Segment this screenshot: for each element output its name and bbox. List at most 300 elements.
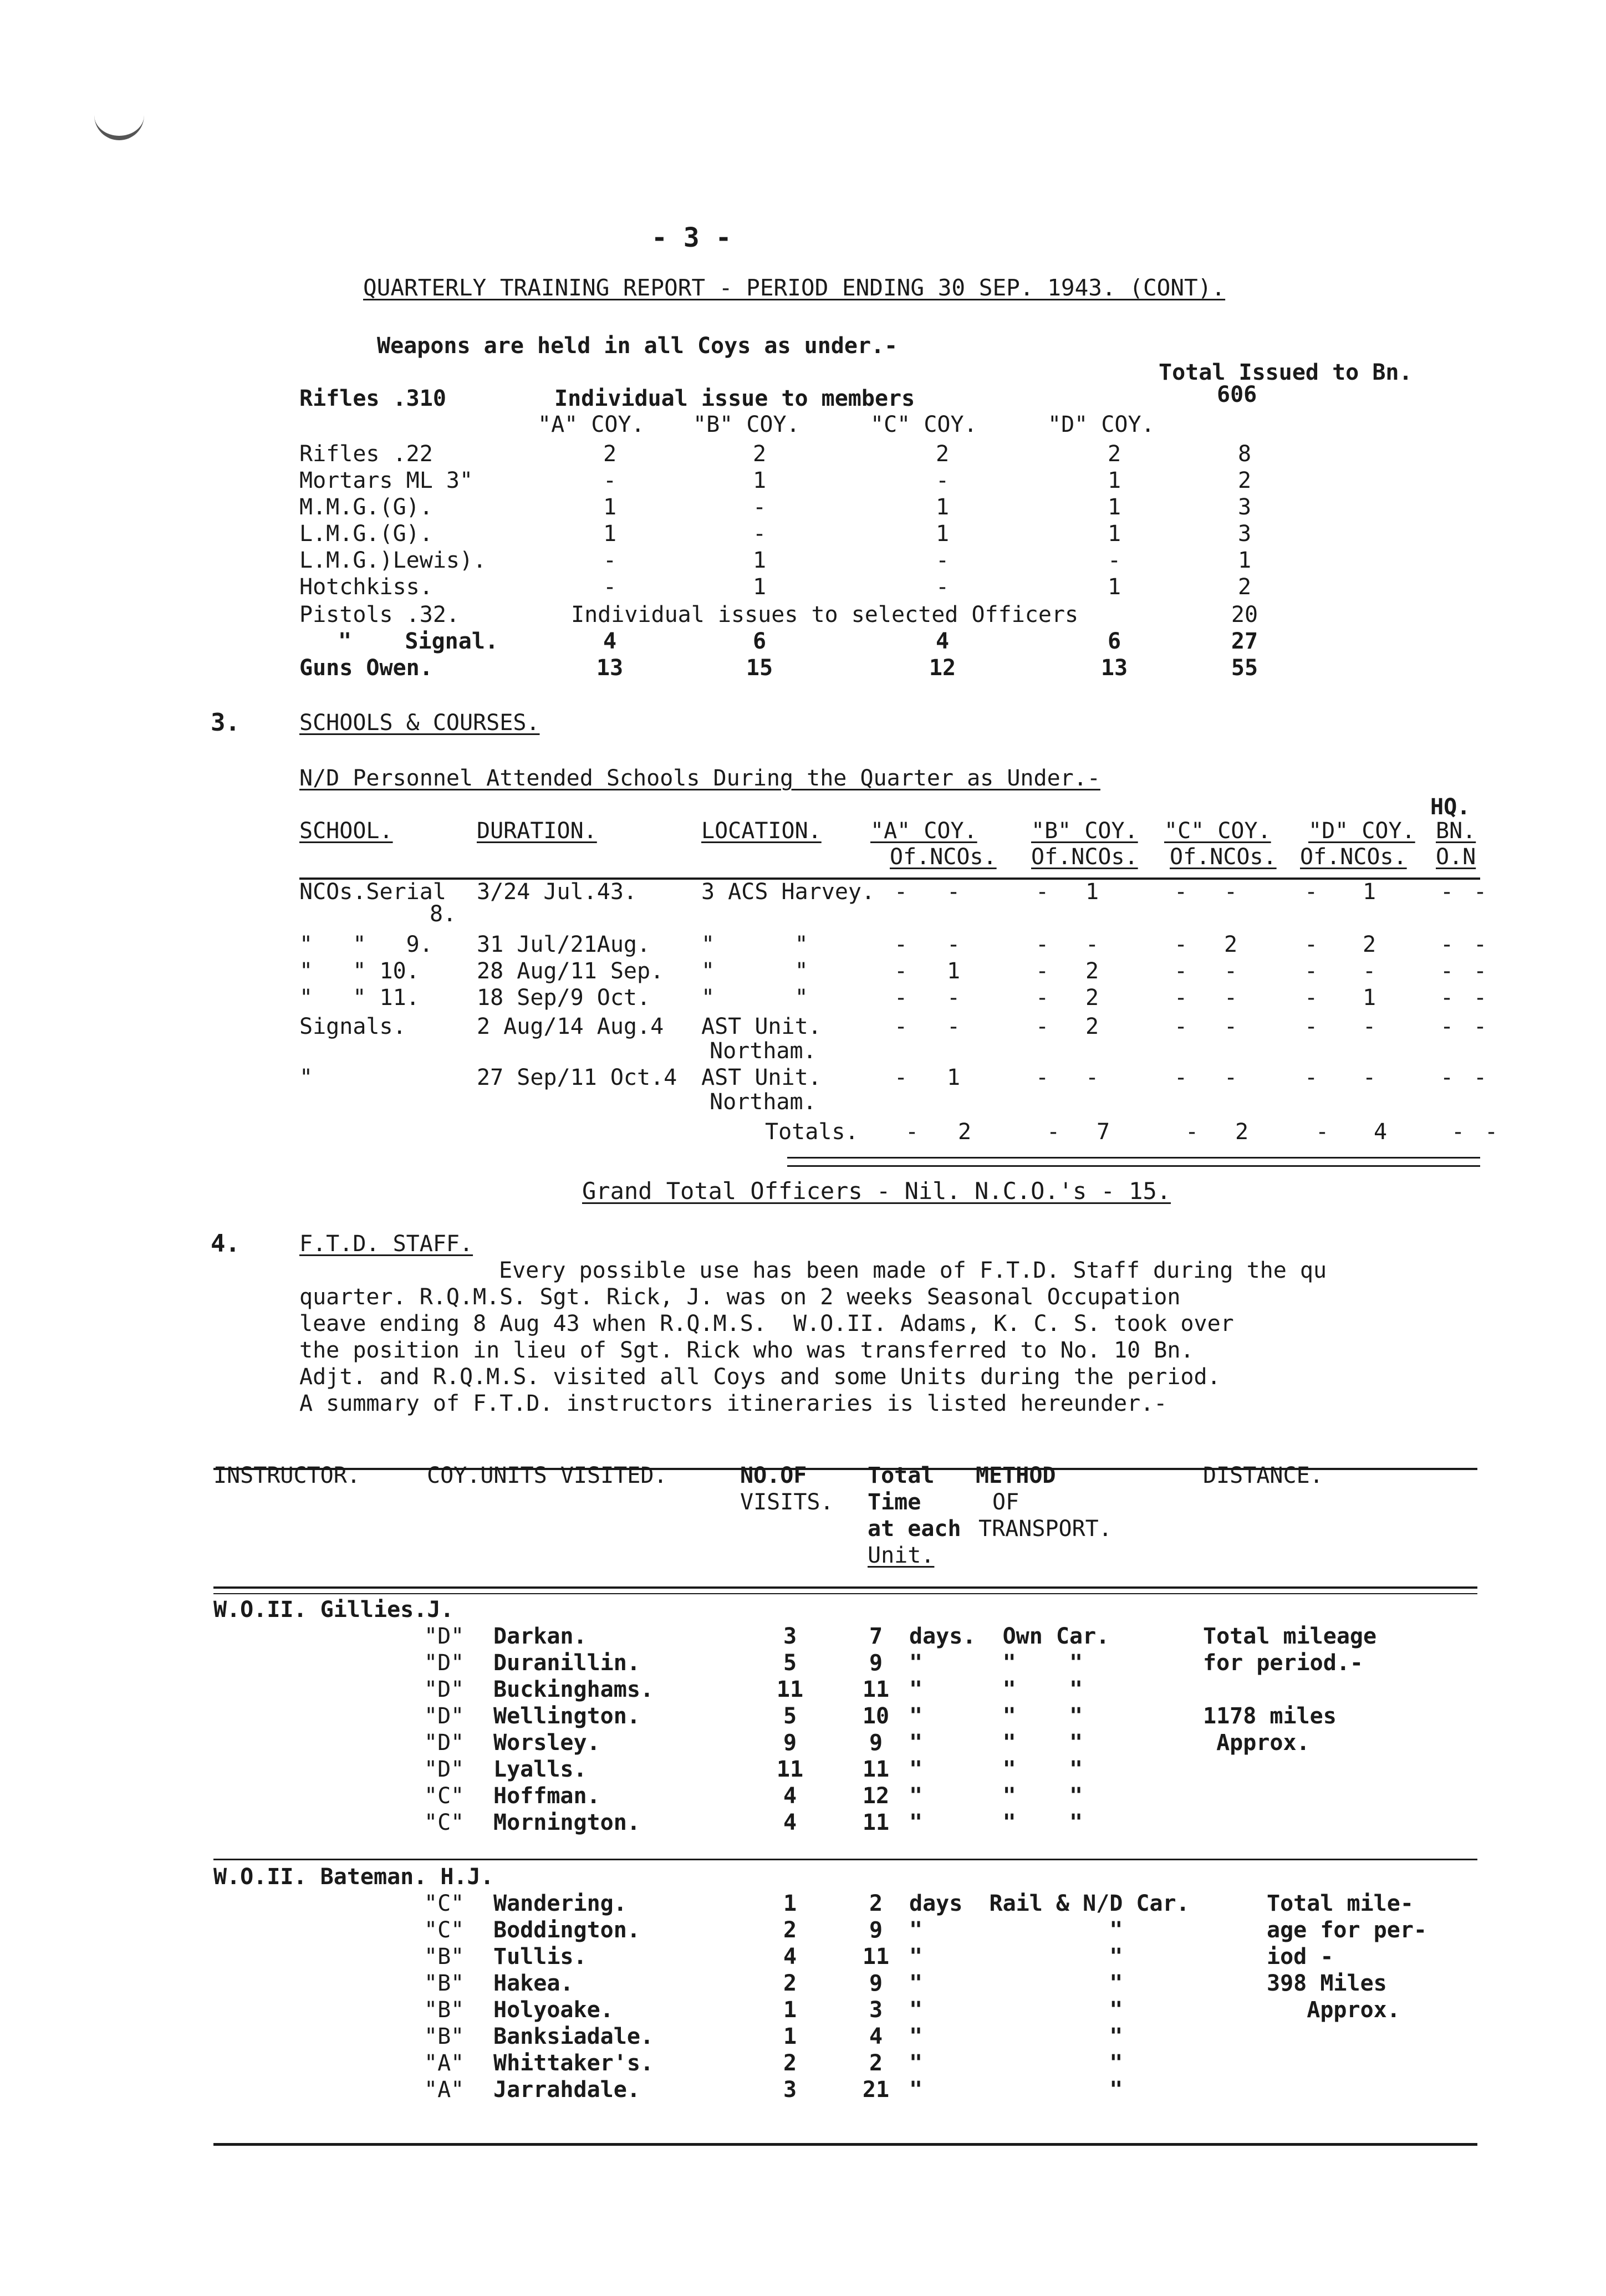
page-title: QUARTERLY TRAINING REPORT - PERIOD ENDING 30 SEP. 1943. (CONT). [363,274,1226,301]
col-b-coy: "B" COY. [1031,818,1138,844]
itinerary-method: " " " [909,1677,1083,1702]
school-cell: - [894,879,908,905]
itinerary-coy: "C" [424,1783,465,1809]
col-visits: NO.OF [740,1463,807,1488]
school-location: AST Unit. [701,1014,822,1039]
total-cell: 2 [957,1119,972,1145]
col-header-b: "B" COY. [693,412,800,437]
distance-line: iod - [1267,1944,1334,1970]
weapon-label: M.M.G.(G). [299,494,433,520]
itinerary-unit: Banksiadale. [493,2024,654,2049]
itinerary-time: 12 [862,1783,890,1809]
itinerary-coy: "A" [424,2077,465,2103]
col-a-coy: "A" COY. [870,818,977,844]
weapon-d: 1 [1107,574,1121,600]
school-cell: - [1440,985,1454,1011]
school-cell: 2 [1362,932,1376,957]
weapon-d: 1 [1107,521,1121,547]
school-location: 3 ACS Harvey. [701,879,875,905]
weapon-row [0,467,1606,494]
itinerary-visits: 2 [783,2050,797,2076]
school-cell: - [1174,879,1188,905]
total-cell: - [1451,1119,1465,1145]
itinerary-method: days Rail & N/D Car. [909,1891,1190,1916]
school-name: " " 11. [299,985,420,1011]
weapon-a: - [603,468,617,493]
itinerary-unit: Hoffman. [493,1783,600,1809]
itinerary-row [0,1650,1606,1676]
school-cell: - [1362,1065,1376,1090]
distance-line: age for per- [1267,1917,1427,1943]
col-c-coy: "C" COY. [1164,818,1271,844]
totals-rule-bottom [787,1165,1480,1167]
total-cell: - [1185,1119,1199,1145]
itinerary-visits: 3 [783,1624,797,1649]
weapon-a: 1 [603,521,617,547]
itinerary-row [0,1943,1606,1970]
weapon-b: - [752,494,767,520]
total-cell: 7 [1096,1119,1110,1145]
weapon-row [0,441,1606,467]
itinerary-visits: 1 [783,1891,797,1916]
schools-subheader-row [0,844,1606,870]
school-cell: - [1440,1065,1454,1090]
weapon-a: 2 [603,441,617,467]
itinerary-time: 7 [869,1624,883,1649]
school-cell: - [1304,1014,1318,1039]
weapon-d: 6 [1107,629,1121,654]
schools-heading: SCHOOLS & COURSES. [299,710,540,736]
itinerary-row [0,2050,1606,2076]
grand-total: Grand Total Officers - Nil. N.C.O.'s - 15. [582,1177,1171,1205]
itinerary-visits: 11 [776,1677,804,1702]
weapon-total: 2 [1237,574,1252,600]
school-cell: 1 [1362,985,1376,1011]
col-location: LOCATION. [701,818,822,844]
ftd-paragraph-line: the position in lieu of Sgt. Rick who was transferred to No. 10 Bn. [299,1338,1194,1363]
itinerary-unit: Lyalls. [493,1757,587,1782]
ftd-paragraph-line: leave ending 8 Aug 43 when R.Q.M.S. W.O.II. Adams, K. C. S. took over [299,1311,1234,1336]
school-cell: - [1362,958,1376,984]
school-cell: - [1440,879,1454,905]
itinerary-method: " " [909,2024,1123,2049]
col-time-3: at each [868,1516,961,1542]
sub-a: Of.NCOs. [890,844,997,870]
school-location: " " [701,958,808,984]
instructor-row [0,1864,1606,1890]
weapon-row [0,628,1606,655]
school-cell: - [1473,958,1487,984]
itinerary-time: 9 [869,1730,883,1756]
schools-header-row [0,818,1606,844]
school-cell: - [1473,932,1487,957]
school-cell: - [1223,958,1238,984]
itinerary-coy: "D" [424,1703,465,1729]
itinerary-header-row-3 [0,1516,1606,1542]
section-3-number: 3. [211,708,240,737]
weapon-c: 4 [935,629,950,654]
itinerary-row [0,1756,1606,1783]
itinerary-time: 9 [869,1917,883,1943]
col-visits-2: VISITS. [740,1489,834,1515]
school-cell: - [1440,932,1454,957]
itinerary-method: " " " [909,1783,1083,1809]
itinerary-coy: "C" [424,1917,465,1943]
weapon-c: 1 [935,494,950,520]
ftd-paragraph-line: quarter. R.Q.M.S. Sgt. Rick, J. was on 2 weeks Seasonal Occupation [299,1284,1181,1310]
school-cell: - [1035,879,1049,905]
distance-line: 1178 miles [1203,1703,1337,1729]
weapon-c: - [935,548,950,573]
school-cell: - [1223,879,1238,905]
col-header-c: "C" COY. [870,412,977,437]
itinerary-coy: "B" [424,1971,465,1996]
school-cell: - [946,985,961,1011]
itinerary-unit: Wellington. [493,1703,640,1729]
school-cell: - [1362,1014,1376,1039]
col-duration: DURATION. [477,818,597,844]
itinerary-row [0,1783,1606,1809]
group-divider [213,1859,1477,1860]
school-name: Signals. [299,1014,406,1039]
school-duration: 18 Sep/9 Oct. [477,985,651,1011]
itinerary-coy: "D" [424,1757,465,1782]
weapons-total-header: Total Issued to Bn. [1159,360,1413,385]
school-cell: - [1174,985,1188,1011]
pistols32-text: Individual issues to selected Officers [571,602,1079,627]
itinerary-coy: "C" [424,1810,465,1835]
school-cell: 2 [1085,1014,1099,1039]
itinerary-visits: 5 [783,1650,797,1676]
pistols32-row [0,601,1606,628]
school-cell: - [894,1014,908,1039]
itinerary-header-row-2 [0,1489,1606,1516]
totals-label: Totals. [765,1119,859,1145]
distance-line: 398 Miles [1267,1971,1387,1996]
weapons-intro: Weapons are held in all Coys as under.- [377,333,898,359]
school-cell: 1 [1362,879,1376,905]
school-cell: - [894,958,908,984]
itinerary-time: 3 [869,1997,883,2023]
school-cell: - [1174,1014,1188,1039]
itinerary-time: 11 [862,1944,890,1970]
itinerary-coy: "B" [424,1997,465,2023]
school-cell: - [1473,879,1487,905]
itinerary-visits: 3 [783,2077,797,2103]
school-cell: - [1035,985,1049,1011]
school-cell: - [1035,1014,1049,1039]
weapon-b: 6 [752,629,767,654]
itinerary-coy: "B" [424,2024,465,2049]
weapon-c: - [935,468,950,493]
itinerary-coy: "D" [424,1650,465,1676]
weapon-a: 1 [603,494,617,520]
weapon-row [0,655,1606,681]
total-cell: - [1046,1119,1061,1145]
col-instructor: INSTRUCTOR. [213,1463,360,1488]
school-cell: - [1473,1065,1487,1090]
page-number: - 3 - [651,222,732,253]
col-time-2: Time [868,1489,921,1515]
itinerary-coy: "C" [424,1891,465,1916]
school-cell: - [1473,985,1487,1011]
weapon-b: 15 [746,655,773,681]
distance-line: Total mile- [1267,1891,1414,1916]
itinerary-row [0,1676,1606,1703]
col-method-3: TRANSPORT. [978,1516,1112,1542]
itinerary-row [0,1809,1606,1836]
school-cell: - [1223,1065,1238,1090]
school-cell: - [1304,932,1318,957]
col-time-4: Unit. [868,1543,935,1568]
col-coy-units: COY.UNITS VISITED. [427,1463,667,1488]
section-4-number: 4. [211,1229,240,1258]
total-cell: 2 [1235,1119,1249,1145]
school-location: " " [701,932,808,957]
itinerary-unit: Hakea. [493,1971,574,1996]
itinerary-time: 2 [869,1891,883,1916]
weapon-a: 4 [603,629,617,654]
school-cell: - [1085,1065,1099,1090]
schools-hq-top: HQ. [1430,794,1471,820]
school-cell: - [894,985,908,1011]
ftd-paragraph-line: Adjt. and R.Q.M.S. visited all Coys and some Units during the period. [299,1364,1221,1390]
school-duration: 31 Jul/21Aug. [477,932,651,957]
school-cell: - [894,1065,908,1090]
school-cell: - [1174,958,1188,984]
itinerary-coy: "A" [424,2050,465,2076]
col-method: METHOD [976,1463,1056,1488]
rifles310-text: Individual issue to members [554,386,915,411]
school-cell: - [1174,1065,1188,1090]
itinerary-header-rule-2 [213,1593,1477,1594]
itinerary-unit: Worsley. [493,1730,600,1756]
weapon-total: 27 [1231,629,1258,654]
school-location-2: Northam. [710,1089,817,1115]
school-cell: - [1304,958,1318,984]
itinerary-unit: Mornington. [493,1810,640,1835]
sub-b: Of.NCOs. [1031,844,1138,870]
instructor-name: W.O.II. Gillies.J. [213,1597,454,1622]
itinerary-visits: 4 [783,1944,797,1970]
itinerary-row [0,2023,1606,2050]
school-cell: 2 [1085,958,1099,984]
school-cell: - [1440,958,1454,984]
itinerary-visits: 5 [783,1703,797,1729]
school-location: AST Unit. [701,1065,822,1090]
school-cell: 2 [1085,985,1099,1011]
weapon-d: 2 [1107,441,1121,467]
school-cell: - [1223,985,1238,1011]
weapon-label: Guns Owen. [299,655,433,681]
rifles310-label: Rifles .310 [299,386,446,411]
school-row [0,879,1606,927]
itinerary-bottom-rule [213,2143,1477,2146]
distance-line: Approx. [1203,1730,1310,1756]
itinerary-visits: 9 [783,1730,797,1756]
itinerary-visits: 1 [783,2024,797,2049]
weapon-b: 1 [752,468,767,493]
col-header-d: "D" COY. [1048,412,1155,437]
school-cell: - [1035,932,1049,957]
col-time: Total [868,1463,935,1488]
itinerary-method: " " " [909,1650,1083,1676]
itinerary-time: 11 [862,1677,890,1702]
itinerary-method: " " " [909,1810,1083,1835]
school-cell: - [946,879,961,905]
weapon-label: L.M.G.(G). [299,521,433,547]
itinerary-method: " " [909,2077,1123,2103]
itinerary-method: " " [909,1917,1123,1943]
school-name: " [299,1065,313,1090]
school-totals-row [0,1119,1606,1145]
school-row [0,1013,1606,1064]
itinerary-row [0,1703,1606,1729]
instructor-row [0,1596,1606,1623]
col-method-2: OF [992,1489,1019,1515]
school-cell: - [1223,1014,1238,1039]
total-cell: - [905,1119,919,1145]
total-cell: - [1315,1119,1329,1145]
weapon-row [0,494,1606,521]
itinerary-time: 4 [869,2024,883,2049]
weapon-d: 13 [1100,655,1128,681]
weapon-row [0,547,1606,574]
itinerary-method: " " " [909,1730,1083,1756]
sub-c: Of.NCOs. [1170,844,1277,870]
weapon-label: Rifles .22 [299,441,433,467]
sub-hq: O.N [1436,844,1476,870]
weapon-total: 55 [1231,655,1258,681]
weapon-c: 1 [935,521,950,547]
itinerary-unit: Darkan. [493,1624,587,1649]
school-cell: 1 [1085,879,1099,905]
weapon-a: - [603,574,617,600]
weapon-label: L.M.G.)Lewis). [299,548,487,573]
col-d-coy: "D" COY. [1308,818,1415,844]
itinerary-unit: Tullis. [493,1944,587,1970]
itinerary-time: 10 [862,1703,890,1729]
itinerary-coy: "D" [424,1677,465,1702]
itinerary-visits: 4 [783,1783,797,1809]
weapon-b: 1 [752,548,767,573]
school-name: " " 9. [299,932,433,957]
itinerary-method: " " [909,2050,1123,2076]
sub-d: Of.NCOs. [1300,844,1407,870]
weapon-a: - [603,548,617,573]
weapon-label: Mortars ML 3" [299,468,473,493]
itinerary-row [0,2076,1606,2103]
itinerary-header-rule [213,1586,1477,1589]
school-row [0,931,1606,958]
school-cell: - [1304,1065,1318,1090]
school-cell: - [1440,1014,1454,1039]
school-cell: - [1304,879,1318,905]
itinerary-unit: Whittaker's. [493,2050,654,2076]
weapon-b: 2 [752,441,767,467]
itinerary-method: " " " [909,1703,1083,1729]
school-location-2: Northam. [710,1038,817,1064]
itinerary-visits: 2 [783,1917,797,1943]
col-hq-bn: BN. [1436,818,1476,844]
itinerary-method: " " [909,1944,1123,1970]
itinerary-unit: Wandering. [493,1891,627,1916]
col-school: SCHOOL. [299,818,393,844]
weapons-column-headers [0,411,1606,438]
total-cell: 4 [1373,1119,1388,1145]
col-distance: DISTANCE. [1203,1463,1323,1488]
itinerary-visits: 4 [783,1810,797,1835]
school-cell: - [1174,932,1188,957]
school-duration: 3/24 Jul.43. [477,879,637,905]
weapon-b: 1 [752,574,767,600]
itinerary-time: 11 [862,1757,890,1782]
weapon-total: 20 [1231,602,1258,627]
school-cell: - [946,932,961,957]
weapon-total: 3 [1237,494,1252,520]
school-cell: - [946,1014,961,1039]
distance-line: for period.- [1203,1650,1363,1676]
school-cell: 1 [946,1065,961,1090]
itinerary-method: " " [909,1997,1123,2023]
col-header-a: "A" COY. [538,412,645,437]
itinerary-unit: Duranillin. [493,1650,640,1676]
itinerary-row [0,1729,1606,1756]
itinerary-visits: 1 [783,1997,797,2023]
totals-rule-top [787,1157,1480,1159]
itinerary-time: 9 [869,1971,883,1996]
instructor-name: W.O.II. Bateman. H.J. [213,1864,494,1890]
school-cell: 2 [1223,932,1238,957]
weapon-c: - [935,574,950,600]
school-cell: 1 [946,958,961,984]
weapon-d: 1 [1107,468,1121,493]
itinerary-coy: "B" [424,1944,465,1970]
school-serial: 8. [430,901,457,927]
school-cell: - [1035,958,1049,984]
school-cell: - [1085,932,1099,957]
school-duration: 2 Aug/14 Aug.4 [477,1014,664,1039]
ftd-paragraph-line: Every possible use has been made of F.T.D. Staff during the qu [499,1258,1327,1283]
school-cell: - [1304,985,1318,1011]
school-cell: - [894,932,908,957]
distance-line: Approx. [1267,1997,1400,2023]
ftd-heading: F.T.D. STAFF. [299,1231,473,1257]
weapon-label: Hotchkiss. [299,574,433,600]
ftd-paragraph-line: A summary of F.T.D. instructors itineraries is listed hereunder.- [299,1391,1167,1416]
weapon-label: " Signal. [338,629,498,654]
binder-hole-mark [94,111,144,140]
school-cell: - [1473,1014,1487,1039]
school-cell: - [1035,1065,1049,1090]
weapon-row [0,574,1606,600]
distance-line: Total mileage [1203,1624,1377,1649]
weapon-total: 1 [1237,548,1252,573]
school-name: " " 10. [299,958,420,984]
weapon-label: Pistols .32. [299,602,460,627]
weapon-c: 12 [929,655,956,681]
itinerary-method: " " [909,1971,1123,1996]
itinerary-unit: Holyoake. [493,1997,614,2023]
schools-subheading: N/D Personnel Attended Schools During the Quarter as Under.- [299,766,1100,791]
school-row [0,984,1606,1011]
school-row [0,958,1606,984]
school-duration: 27 Sep/11 Oct.4 [477,1065,677,1090]
itinerary-header-row [0,1462,1606,1489]
school-duration: 28 Aug/11 Sep. [477,958,664,984]
itinerary-visits: 2 [783,1971,797,1996]
school-location: " " [701,985,808,1011]
